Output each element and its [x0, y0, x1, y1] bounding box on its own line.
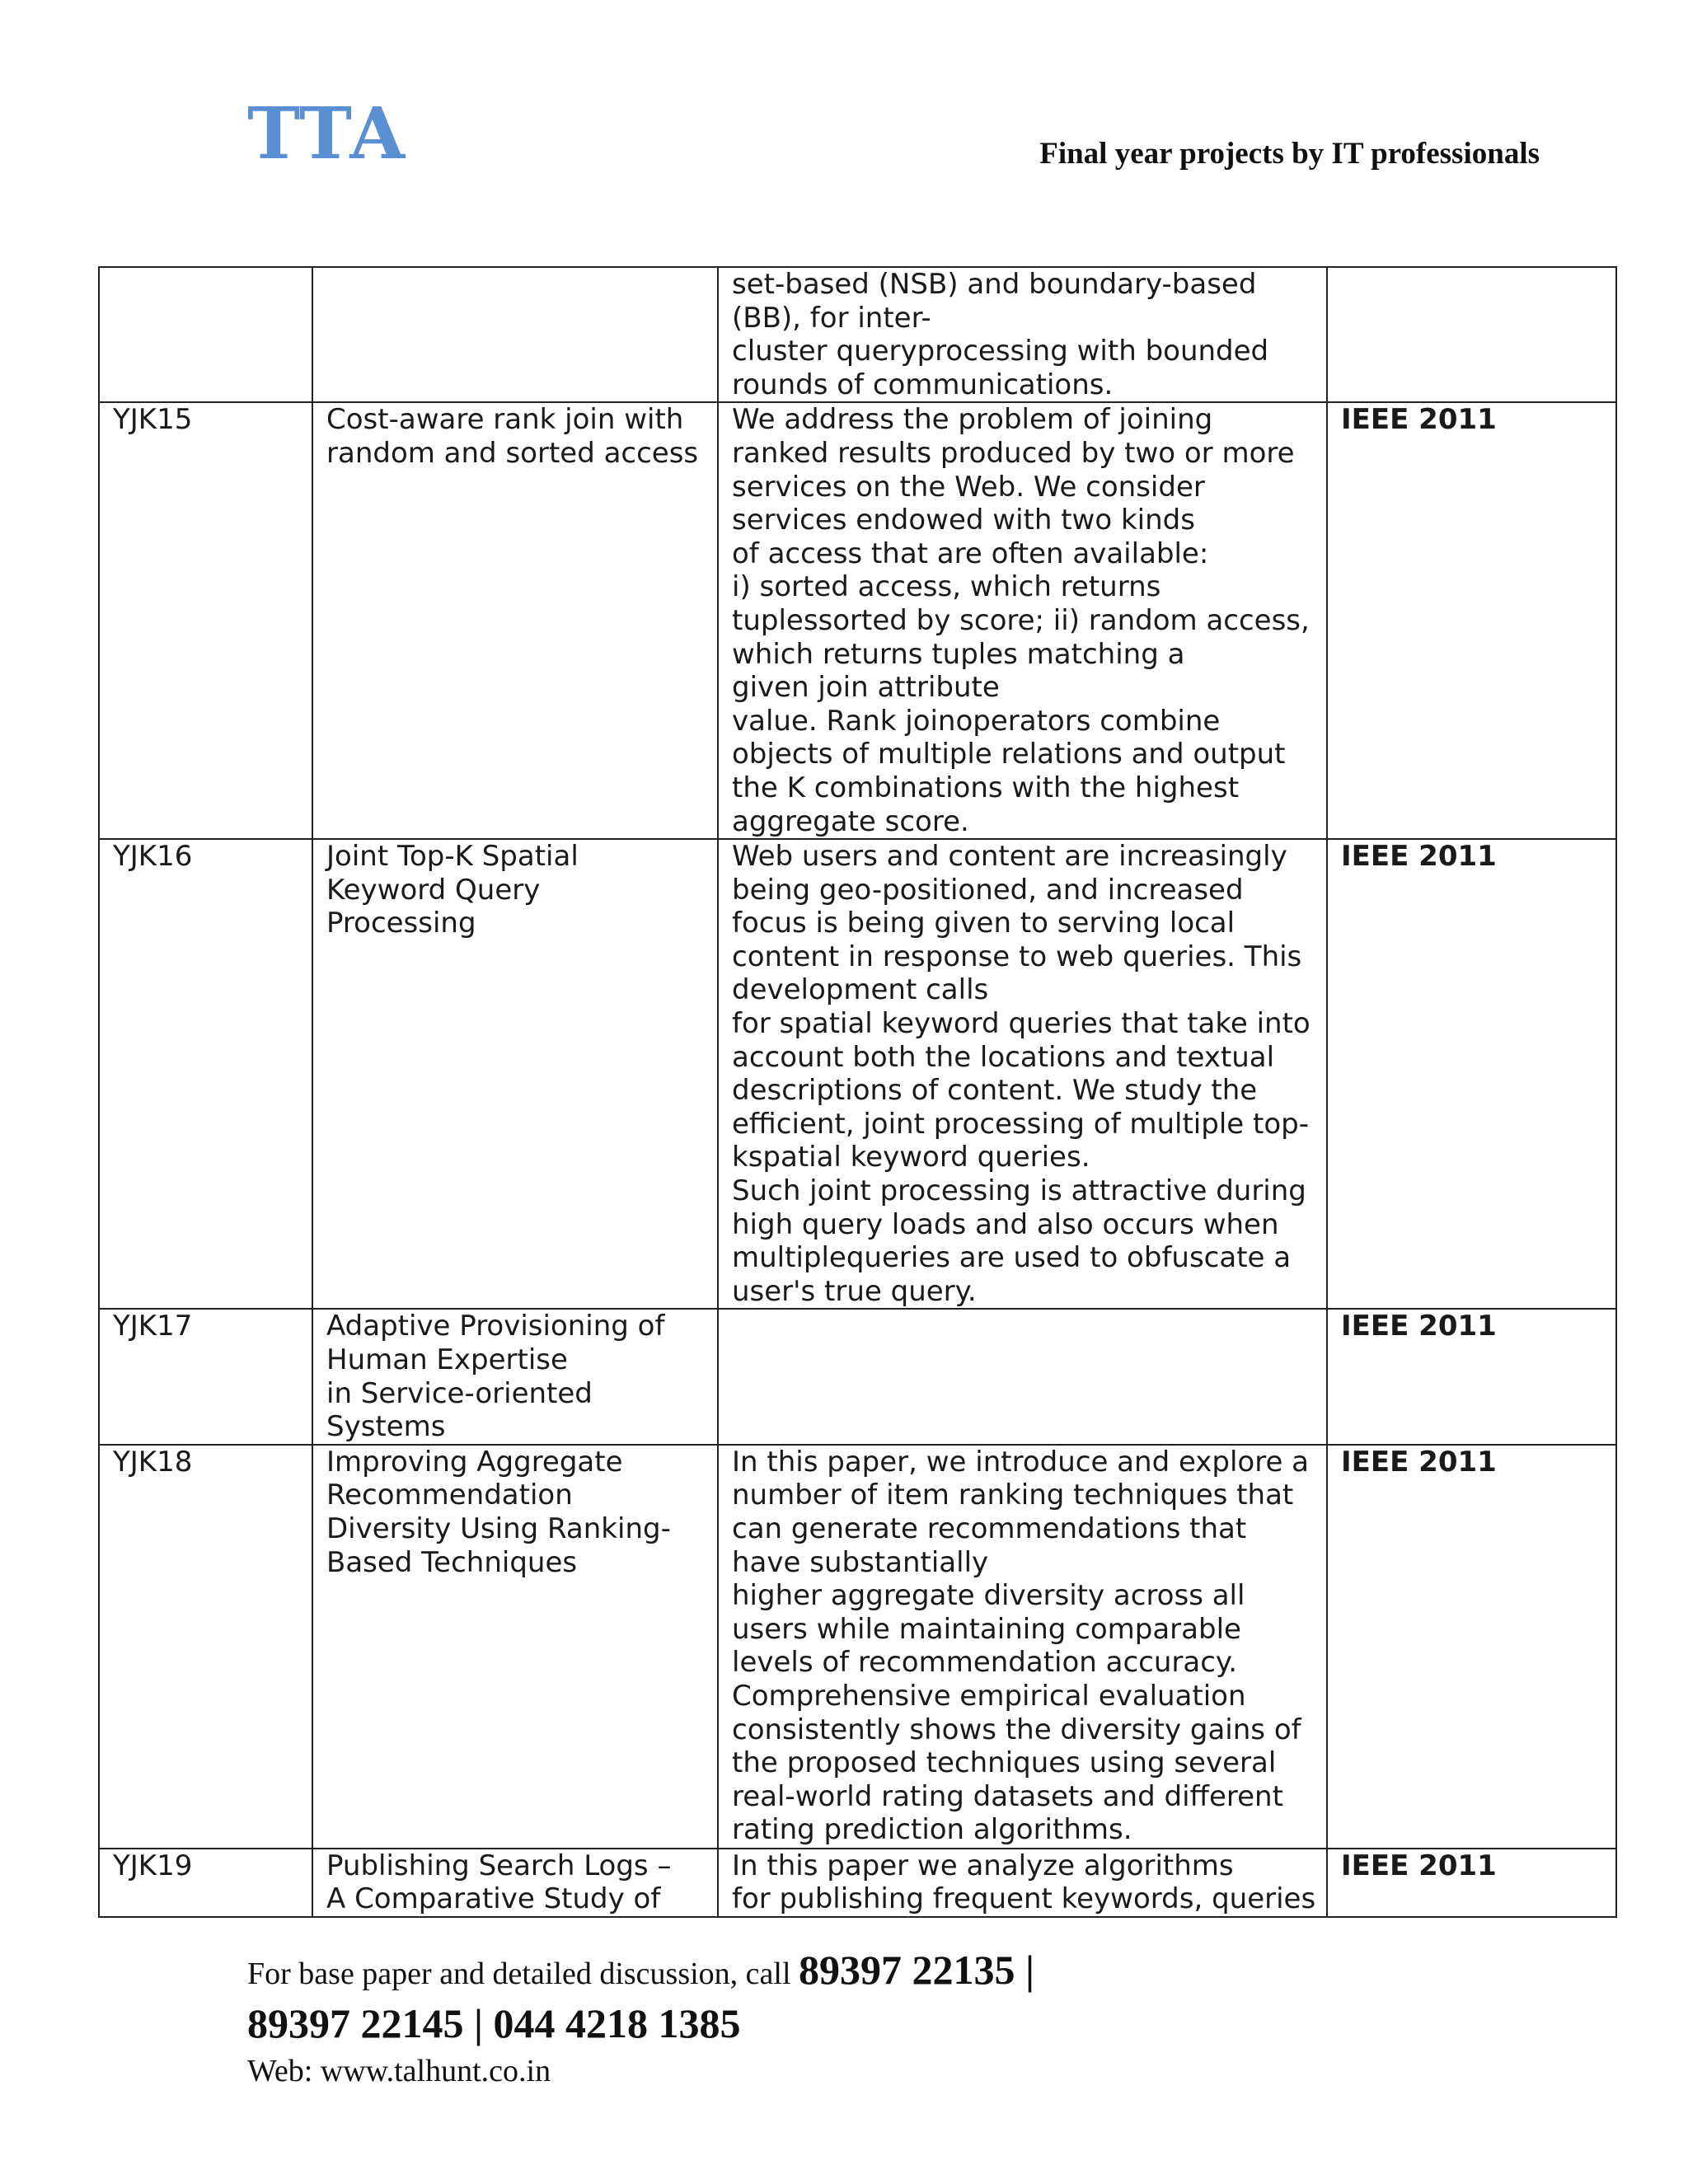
table-row [99, 839, 1616, 1309]
project-title-cell [312, 1849, 718, 1917]
project-description-line: i) sorted access, which returns [732, 570, 1161, 604]
project-description-line: In this paper we analyze algorithms [732, 1849, 1234, 1882]
project-description-cell [718, 1849, 1327, 1917]
project-title-line: in Service-oriented [326, 1376, 593, 1410]
footer-call-text: For base paper and detailed discussion, call [247, 1957, 799, 1991]
table-row [99, 267, 1616, 402]
footer [247, 1945, 1034, 2094]
project-description-line: account both the locations and textual [732, 1040, 1275, 1074]
project-description-line: kspatial keyword queries. [732, 1141, 1090, 1174]
project-description-line: Comprehensive empirical evaluation [732, 1679, 1246, 1713]
project-description-line: of access that are often available: [732, 537, 1209, 570]
footer-call-line [247, 1945, 1034, 1999]
project-description-line: cluster queryprocessing with bounded [732, 335, 1269, 368]
project-description-line: given join attribute [732, 671, 1000, 705]
project-title-line: Human Expertise [326, 1343, 568, 1376]
project-id-cell [99, 1309, 312, 1444]
project-description-line: We address the problem of joining [732, 403, 1213, 437]
footer-web: Web: www.talhunt.co.in [247, 2054, 551, 2088]
project-title-line: Based Techniques [326, 1545, 578, 1579]
project-id: YJK15 [113, 403, 193, 437]
project-title-line: Adaptive Provisioning of [326, 1310, 665, 1343]
project-description-line: tuplessorted by score; ii) random access, [732, 603, 1310, 637]
project-description-line: (BB), for inter- [732, 301, 931, 335]
project-description-line: services on the Web. We consider [732, 470, 1205, 504]
project-description-line: high query loads and also occurs when [732, 1207, 1279, 1241]
project-title-cell [312, 839, 718, 1309]
project-title-line: Cost-aware rank join with [326, 403, 684, 437]
table-row [99, 402, 1616, 839]
project-description-cell [718, 839, 1327, 1309]
project-description-line: rounds of communications. [732, 368, 1114, 401]
project-description-line: for spatial keyword queries that take into [732, 1007, 1311, 1041]
project-id-cell [99, 402, 312, 839]
project-description-line: being geo-positioned, and increased [732, 873, 1244, 907]
footer-phone-1: 89397 22135 | [799, 1947, 1035, 1993]
project-description-line: aggregate score. [732, 804, 969, 838]
project-description-line: the K combinations with the highest [732, 771, 1240, 804]
project-title-line: Joint Top-K Spatial [326, 840, 579, 874]
project-year: IEEE 2011 [1341, 1849, 1497, 1882]
tta-logo: TTA [247, 92, 406, 176]
project-title-line: random and sorted access [326, 436, 699, 470]
project-year: IEEE 2011 [1341, 1445, 1497, 1479]
project-id-cell [99, 1445, 312, 1849]
project-id: YJK19 [113, 1849, 193, 1882]
project-description-line: the proposed techniques using several [732, 1746, 1277, 1780]
project-id: YJK16 [113, 840, 193, 874]
project-year-cell [1327, 1445, 1616, 1849]
project-year: IEEE 2011 [1341, 1310, 1497, 1343]
project-description-line: for publishing frequent keywords, queries [732, 1882, 1316, 1916]
table-row [99, 1309, 1616, 1444]
project-description-line: consistently shows the diversity gains of [732, 1713, 1301, 1746]
project-description-line: ranked results produced by two or more [732, 436, 1295, 470]
project-description-line: focus is being given to serving local [732, 907, 1236, 940]
project-title-line: Processing [326, 907, 476, 940]
project-description-line: content in response to web queries. This [732, 940, 1302, 973]
project-id-cell [99, 267, 312, 402]
project-id: YJK18 [113, 1445, 193, 1479]
project-description-line: number of item ranking techniques that [732, 1479, 1294, 1512]
project-year: IEEE 2011 [1341, 840, 1497, 874]
project-description-line: have substantially [732, 1545, 989, 1579]
project-description-line: higher aggregate diversity across all [732, 1579, 1245, 1613]
project-title-cell [312, 1445, 718, 1849]
project-description-line: rating prediction algorithms. [732, 1813, 1132, 1847]
project-description-line: Web users and content are increasingly [732, 840, 1287, 874]
project-description-line: set-based (NSB) and boundary-based [732, 268, 1257, 301]
project-description-line: objects of multiple relations and output [732, 738, 1286, 771]
project-title-cell [312, 402, 718, 839]
project-year-cell [1327, 267, 1616, 402]
project-year-cell [1327, 1849, 1616, 1917]
project-description-cell [718, 267, 1327, 402]
project-title-line: Improving Aggregate [326, 1445, 623, 1479]
project-id-cell [99, 839, 312, 1309]
project-title-line: Recommendation [326, 1479, 573, 1512]
project-description-line: development calls [732, 973, 989, 1007]
project-title-line: A Comparative Study of [326, 1882, 661, 1916]
project-description-line: can generate recommendations that [732, 1511, 1247, 1545]
project-title-line: Diversity Using Ranking- [326, 1511, 671, 1545]
project-description-line: users while maintaining comparable [732, 1612, 1241, 1646]
project-title-line: Systems [326, 1410, 446, 1444]
project-title-cell [312, 1309, 718, 1444]
project-year-cell [1327, 839, 1616, 1309]
project-year-cell [1327, 402, 1616, 839]
project-id: YJK17 [113, 1310, 193, 1343]
project-description-line: value. Rank joinoperators combine [732, 704, 1221, 738]
project-title-line: Publishing Search Logs – [326, 1849, 672, 1882]
project-title-cell [312, 267, 718, 402]
project-description-line: multiplequeries are used to obfuscate a [732, 1241, 1292, 1275]
header-tagline: Final year projects by IT professionals [1039, 137, 1540, 171]
projects-table-body [99, 267, 1616, 1917]
project-description-cell [718, 1445, 1327, 1849]
project-description-cell [718, 402, 1327, 839]
project-description-line: user's true query. [732, 1274, 977, 1308]
project-id-cell [99, 1849, 312, 1917]
project-description-line: levels of recommendation accuracy. [732, 1646, 1238, 1680]
table-row [99, 1445, 1616, 1849]
project-description-line: efficient, joint processing of multiple top- [732, 1107, 1309, 1141]
project-description-cell [718, 1309, 1327, 1444]
project-description-line: descriptions of content. We study the [732, 1074, 1258, 1108]
table-row [99, 1849, 1616, 1917]
project-description-line: In this paper, we introduce and explore a [732, 1445, 1310, 1479]
project-description-line: Such joint processing is attractive during [732, 1174, 1306, 1208]
projects-table [98, 266, 1617, 1918]
footer-phone-2: 89397 22145 | 044 4218 1385 [247, 2000, 741, 2046]
project-year-cell [1327, 1309, 1616, 1444]
project-description-line: real-world rating datasets and different [732, 1779, 1283, 1813]
project-description-line: services endowed with two kinds [732, 504, 1195, 537]
project-year: IEEE 2011 [1341, 403, 1497, 437]
project-description-line: which returns tuples matching a [732, 637, 1185, 671]
project-title-line: Keyword Query [326, 873, 541, 907]
